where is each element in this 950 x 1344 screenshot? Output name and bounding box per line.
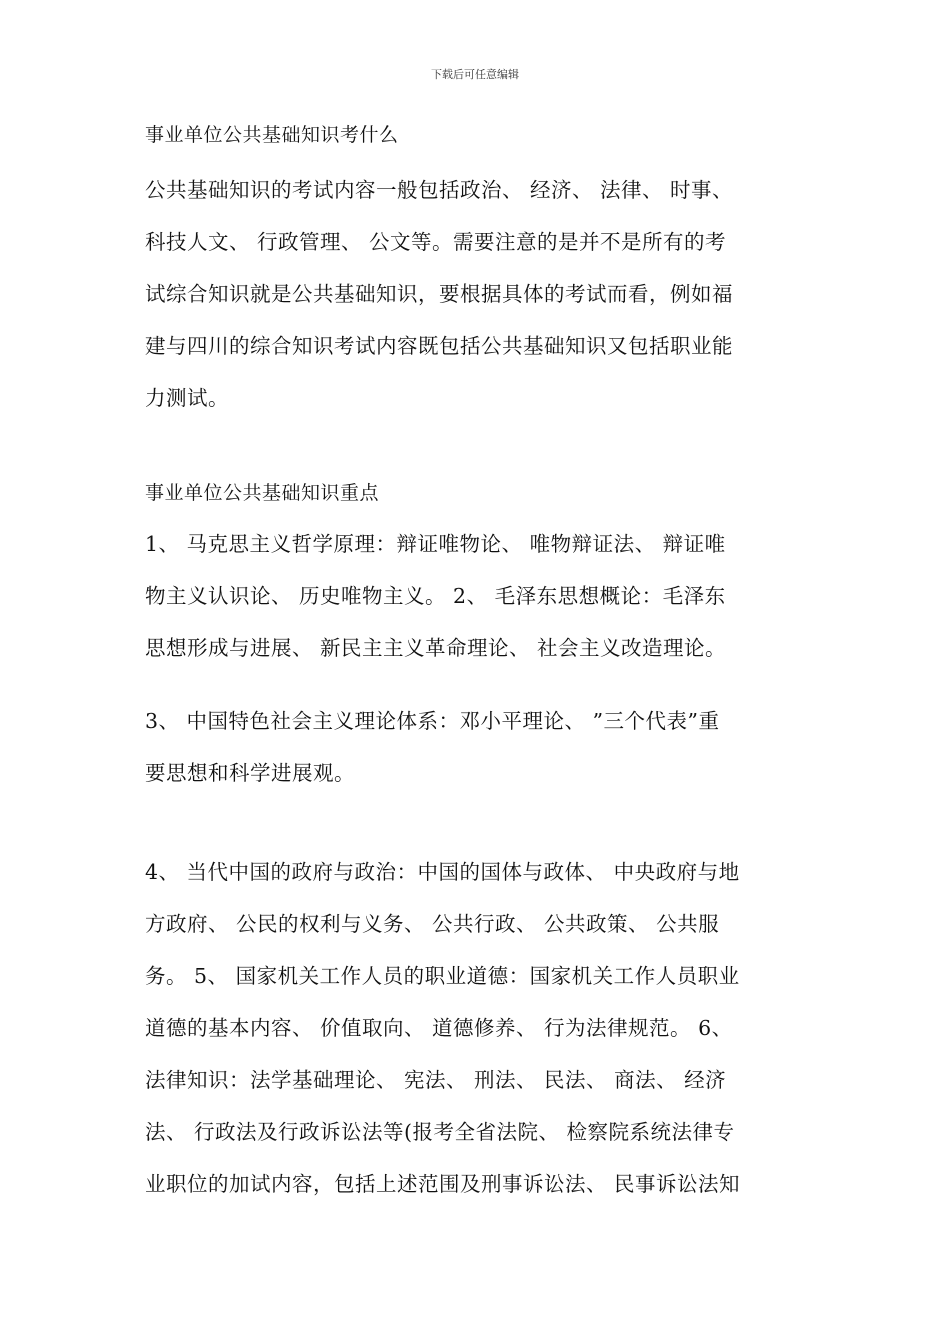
header-note: 下载后可任意编辑 bbox=[431, 68, 519, 81]
paragraph-line: 力测试。 bbox=[145, 386, 229, 410]
key-points-paragraph-2 bbox=[145, 695, 815, 799]
paragraph-line: 4、 当代中国的政府与政治：中国的国体与政体、 中央政府与地 bbox=[145, 860, 740, 884]
section-title-exam-content: 事业单位公共基础知识考什么 bbox=[145, 124, 399, 146]
paragraph-line: 试综合知识就是公共基础知识，要根据具体的考试而看，例如福 bbox=[145, 282, 733, 306]
paragraph-line: 务。 5、 国家机关工作人员的职业道德：国家机关工作人员职业 bbox=[145, 964, 740, 988]
paragraph-line: 法、 行政法及行政诉讼法等(报考全省法院、 检察院系统法律专 bbox=[145, 1120, 735, 1144]
paragraph-line: 法律知识：法学基础理论、 宪法、 刑法、 民法、 商法、 经济 bbox=[145, 1068, 727, 1092]
paragraph-line: 道德的基本内容、 价值取向、 道德修养、 行为法律规范。 6、 bbox=[145, 1016, 733, 1040]
paragraph-line: 3、 中国特色社会主义理论体系：邓小平理论、 ”三个代表”重 bbox=[145, 709, 720, 733]
paragraph-line: 公共基础知识的考试内容一般包括政治、 经济、 法律、 时事、 bbox=[145, 178, 734, 202]
paragraph-line: 方政府、 公民的权利与义务、 公共行政、 公共政策、 公共服 bbox=[145, 912, 720, 936]
section-title-key-points: 事业单位公共基础知识重点 bbox=[145, 482, 380, 504]
section1-paragraph bbox=[145, 164, 815, 424]
paragraph-line: 物主义认识论、 历史唯物主义。 2、 毛泽东思想概论：毛泽东 bbox=[145, 584, 726, 608]
paragraph-line: 建与四川的综合知识考试内容既包括公共基础知识又包括职业能 bbox=[145, 334, 733, 358]
paragraph-line: 科技人文、 行政管理、 公文等。需要注意的是并不是所有的考 bbox=[145, 230, 727, 254]
paragraph-line: 1、 马克思主义哲学原理：辩证唯物论、 唯物辩证法、 辩证唯 bbox=[145, 532, 726, 556]
key-points-paragraph-1 bbox=[145, 518, 815, 674]
paragraph-line: 思想形成与进展、 新民主主义革命理论、 社会主义改造理论。 bbox=[145, 636, 727, 660]
key-points-paragraph-3 bbox=[145, 846, 815, 1210]
paragraph-line: 要思想和科学进展观。 bbox=[145, 761, 355, 785]
paragraph-line: 业职位的加试内容，包括上述范围及刑事诉讼法、 民事诉讼法知 bbox=[145, 1172, 741, 1196]
